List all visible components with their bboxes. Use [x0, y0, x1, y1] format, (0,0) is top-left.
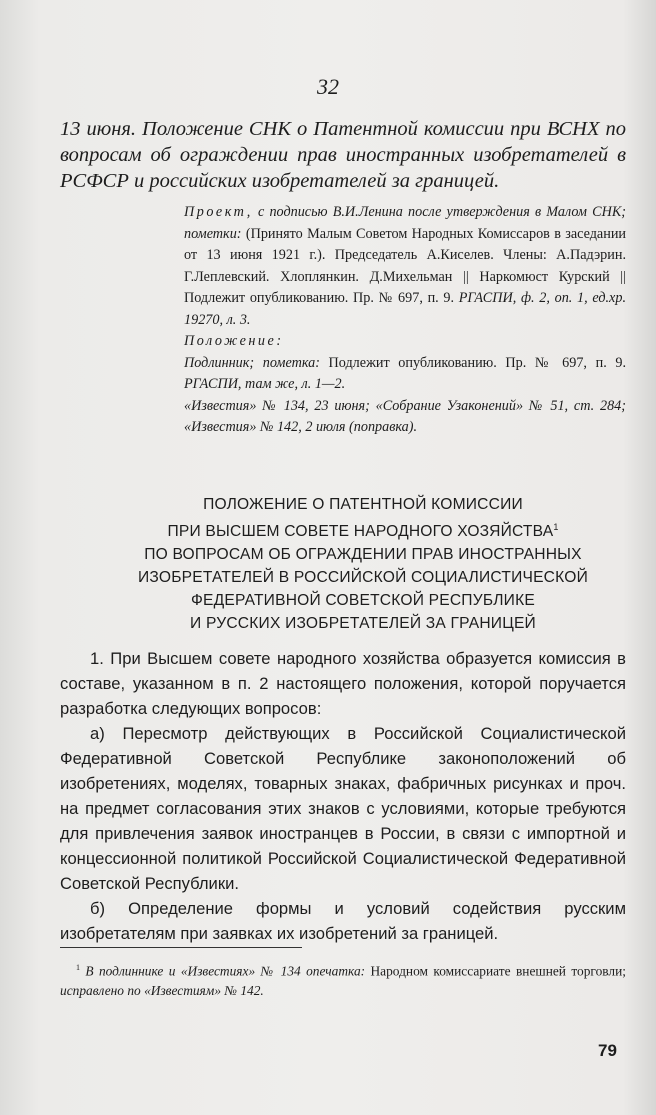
title-line: И РУССКИХ ИЗОБРЕТАТЕЛЕЙ ЗА ГРАНИЦЕЙ: [190, 615, 536, 633]
original-label: Подлинник; пометка:: [184, 354, 320, 371]
archival-notes: [184, 202, 626, 439]
draft-text: с подписью В.И.Ленина после утверждения в Малом СНК; пометки:: [184, 204, 626, 242]
original-archive: РГАСПИ, там же, л. 1—2.: [184, 376, 346, 392]
paragraph: 1. При Высшем совете народного хозяйства образуется комиссия в составе, указанном в п. 2 настоящего положения, которой поручается разработка следующих вопросов:: [60, 649, 626, 718]
footnote-number: 1: [76, 963, 80, 972]
page-number: 79: [598, 1041, 617, 1060]
title-line: ФЕДЕРАТИВНОЙ СОВЕТСКОЙ РЕСПУБЛИКЕ: [191, 592, 535, 610]
document-number: 32: [317, 74, 339, 99]
title-line: ПО ВОПРОСАМ ОБ ОГРАЖДЕНИИ ПРАВ ИНОСТРАННЫХ: [144, 546, 582, 564]
regulation-label: Положение:: [184, 333, 284, 349]
document-heading: 13 июня. Положение СНК о Патентной комиссии при ВСНХ по вопросам об ограждении прав иностранных изобретателей в РСФСР и российских изобретателей за границей.: [60, 118, 626, 192]
draft-label: Проект,: [184, 204, 253, 220]
footnote: $^1$ В подлиннике и «Известиях» № 134 опечатка: Народном комиссариате внешней торговли; исправлено по «Известиям» № 142.: [60, 963, 626, 999]
draft-note: [184, 202, 626, 331]
original-text: Подлежит опубликованию. Пр. № 697, п. 9.: [319, 354, 626, 371]
footnote-mark: 1: [553, 522, 559, 532]
original-note: [184, 353, 626, 396]
publications-note: «Известия» № 134, 23 июня; «Собрание Узаконений» № 51, ст. 284; «Известия» № 142, 2 июля (поправка).: [184, 397, 626, 435]
footnote-divider: [60, 947, 302, 948]
title-line: ПОЛОЖЕНИЕ О ПАТЕНТНОЙ КОМИССИИ: [203, 496, 523, 513]
regulation-title: [130, 493, 596, 635]
paragraph: б) Определение формы и условий содействия русским изобретателям при заявках их изобретений за границей.: [60, 899, 626, 943]
regulation-body: [60, 646, 626, 946]
draft-archive: РГАСПИ, ф. 2, оп. 1, ед.хр. 19270, л. 3.: [184, 290, 626, 328]
draft-notes: (Принято Малым Советом Народных Комиссаров в заседании от 13 июня 1921 г.). Председатель А.Киселев. Члены: А.Падэрин. Г.Леплевский. Хлоплянкин. Д.Михельман || Наркомюст Курский || Подлежит опубликованию. Пр. № 697, п. 9.: [184, 225, 627, 306]
title-line: ИЗОБРЕТАТЕЛЕЙ В РОССИЙСКОЙ СОЦИАЛИСТИЧЕСКОЙ: [138, 569, 588, 587]
title-line: ПРИ ВЫСШЕМ СОВЕТЕ НАРОДНОГО ХОЗЯЙСТВА$^1$: [167, 522, 559, 541]
paragraph: а) Пересмотр действующих в Российской Социалистической Федеративной Советской Республике законоположений об изобретениях, моделях, товарных знаках, фабричных рисунках и проч. на предмет согласования этих знаков с условиями, которые требуются для привлечения заявок иностранцев в России, в связи с импортной и концессионной политикой Российской Социалистической Федеративной Советской Республики.: [60, 724, 626, 893]
